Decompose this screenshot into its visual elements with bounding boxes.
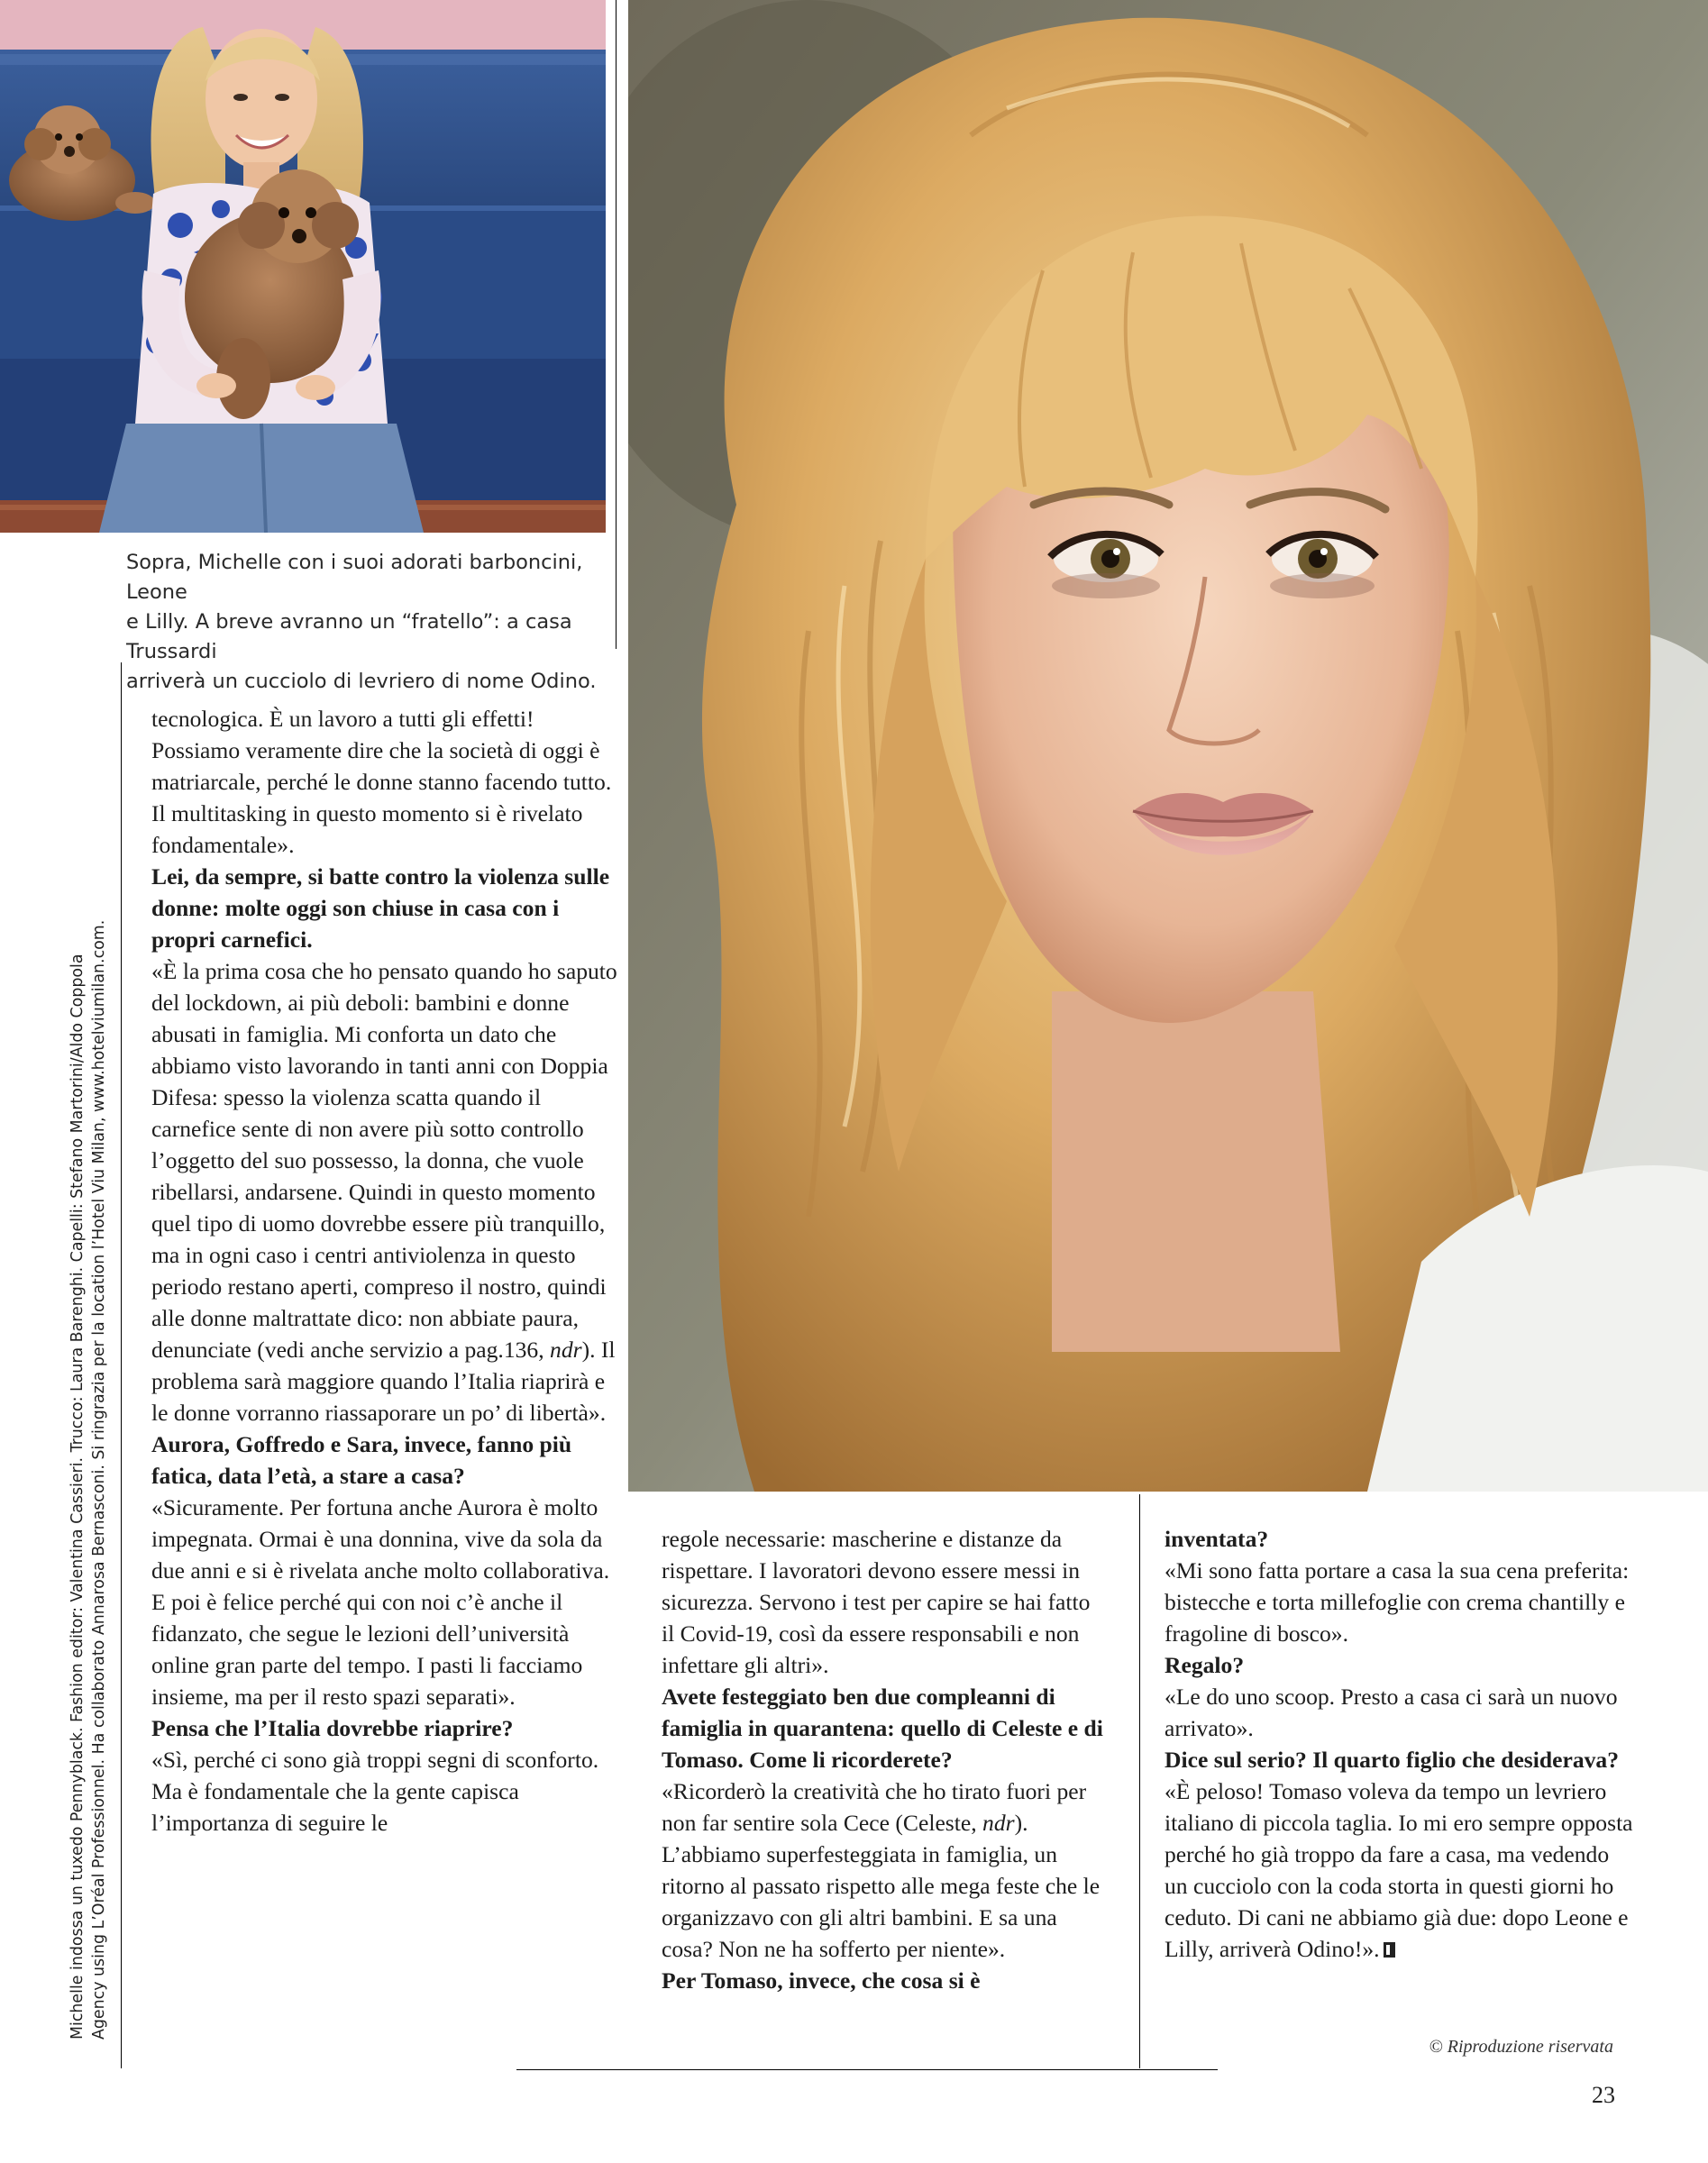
horizontal-rule [516, 2069, 1218, 2070]
interview-question: Dice sul serio? Il quarto figlio che desiderava? [1165, 1747, 1620, 1773]
photo-caption [126, 548, 604, 697]
interview-question: Regalo? [1165, 1652, 1245, 1678]
portrait-photo-michelle [628, 0, 1708, 1492]
interview-question: Avete festeggiato ben due compleanni di famiglia in quarantena: quello di Celeste e di Tomaso. Come li ricorderete? [662, 1684, 1103, 1773]
paragraph: regole necessarie: mascherine e distanze da rispettare. I lavoratori devono essere messi in sicurezza. Servono i test per capire se hai fatto il Covid-19, così da essere responsabili e non infettare gli altri». [662, 1526, 1091, 1678]
caption-line: arriverà un cucciolo di levriero di nome Odino. [126, 670, 597, 693]
interview-answer: «È peloso! Tomaso voleva da tempo un levriero italiano di piccola taglia. Io mi ero sempre opposta perché ho già troppo da fare a casa, ma vedendo un cucciolo con la coda storta in questi giorni ho ceduto. Di cani ne abbiamo già due: dopo Leone e Lilly, arriverà Odino!». [1165, 1778, 1633, 1962]
article-column-1 [151, 703, 620, 1839]
photo-michelle-with-poodles [0, 0, 606, 533]
paragraph: tecnologica. È un lavoro a tutti gli effetti! Possiamo veramente dire che la società di oggi è matriarcale, perché le donne stanno facendo tutto. Il multitasking in questo momento si è rivelato fondamentale». [151, 706, 612, 858]
credits-line: Agency using L’Oréal Professionnel. Ha collaborato Annarosa Bernasconi. Si ringrazia per la location l’Hotel Viu Milan, www.hotelviumilan.com. [90, 919, 108, 2040]
photo-credits [67, 919, 110, 2040]
interview-answer: «Le do uno scoop. Presto a casa ci sarà un nuovo arrivato». [1165, 1684, 1618, 1741]
copyright-notice: © Riproduzione riservata [1429, 2037, 1613, 2057]
end-of-article-icon [1384, 1942, 1395, 1958]
vertical-rule [1139, 1494, 1140, 2068]
credits-line: Michelle indossa un tuxedo Pennyblack. Fashion editor: Valentina Cassieri. Trucco: Laura Barenghi. Capelli: Stefano Martorini/Aldo Coppola [69, 954, 87, 2040]
caption-line: e Lilly. A breve avranno un “fratello”: a casa Trussardi [126, 610, 572, 663]
interview-question: Lei, da sempre, si batte contro la violenza sulle donne: molte oggi son chiuse in casa con i propri carnefici. [151, 863, 610, 953]
vertical-rule [121, 662, 122, 2068]
interview-answer: «Sicuramente. Per fortuna anche Aurora è molto impegnata. Ormai è una donnina, vive da sola da due anni e si è rivelata anche molto collaborativa. E poi è felice perché qui con noi c’è anche il fidanzato, che segue le lezioni dell’università online gran parte del tempo. I pasti li facciamo insieme, ma per il resto spazi separati». [151, 1494, 610, 1710]
page-number: 23 [1592, 2082, 1615, 2108]
caption-line: Sopra, Michelle con i suoi adorati barboncini, Leone [126, 551, 583, 604]
article-column-3 [1165, 1523, 1633, 1965]
article-column-2 [662, 1523, 1103, 1996]
interview-question: Aurora, Goffredo e Sara, invece, fanno più fatica, data l’età, a stare a casa? [151, 1431, 572, 1489]
interview-question: Pensa che l’Italia dovrebbe riaprire? [151, 1715, 514, 1741]
interview-answer: «È la prima cosa che ho pensato quando ho saputo del lockdown, ai più deboli: bambini e donne abusati in famiglia. Mi conforta un dato che abbiamo visto lavorando in tanti anni con Doppia Difesa: spesso la violenza scatta quando il carnefice sente di non avere più sotto controllo l’oggetto del suo possesso, la donna, che vuole ribellarsi, andarsene. Quindi in questo momento quel tipo di uomo dovrebbe essere più tranquillo, ma in ogni caso i centri antiviolenza in questo periodo restano aperti, compreso il nostro, quindi alle donne maltrattate dico: non abbiate paura, denunciate (vedi anche servizio a pag.136, ndr). Il problema sarà maggiore quando l’Italia riaprirà e le donne vorranno riassaporare un po’ di libertà». [151, 958, 617, 1426]
vertical-rule [616, 0, 617, 649]
interview-question: inventata? [1165, 1526, 1269, 1552]
interview-answer: «Mi sono fatta portare a casa la sua cena preferita: bistecche e torta millefoglie con crema chantilly e fragoline di bosco». [1165, 1557, 1630, 1647]
interview-answer: «Ricorderò la creatività che ho tirato fuori per non far sentire sola Cece (Celeste, ndr). L’abbiamo superfesteggiata in famiglia, un ritorno al passato rispetto alle mega feste che le organizzavo con gli altri bambini. E sa una cosa? Non ne ha sofferto per niente». [662, 1778, 1101, 1962]
interview-answer: «Sì, perché ci sono già troppi segni di sconforto. Ma è fondamentale che la gente capisca l’importanza di seguire le [151, 1747, 599, 1836]
interview-question: Per Tomaso, invece, che cosa si è [662, 1967, 981, 1994]
